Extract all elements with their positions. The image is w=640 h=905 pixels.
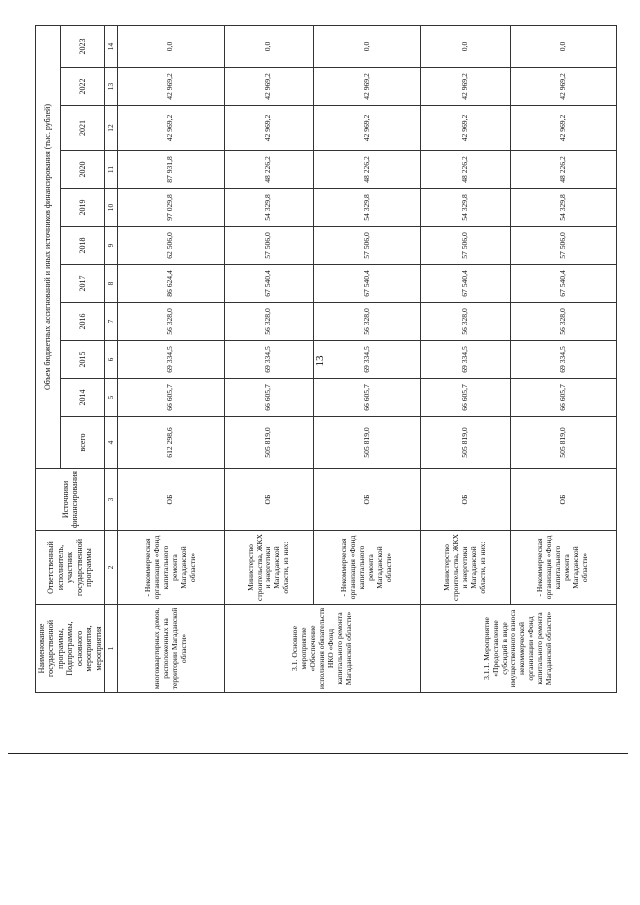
header-executor: Ответственный исполнитель, участник государственной программы (36, 531, 105, 605)
table-row (510, 26, 617, 693)
column-number: 7 (105, 303, 118, 341)
column-number: 8 (105, 265, 118, 303)
cell-2019: 54 329,8 (314, 189, 421, 227)
row-source: ОБ (224, 469, 314, 531)
row-name: 3.1. Основное мероприятие «Обеспечение исполнения обязательств НКО «Фонд капитального ремонта Магаданской области» (224, 605, 420, 693)
cell-2015: 69 334,5 (314, 341, 421, 379)
cell-2023: 0,0 (314, 26, 421, 68)
column-number: 14 (105, 26, 118, 68)
header-year: 2015 (60, 341, 105, 379)
cell-2014: 66 605,7 (314, 379, 421, 417)
budget-table-sheet (35, 28, 610, 693)
row-source: ОБ (314, 469, 421, 531)
cell-2018: 57 506,0 (420, 227, 510, 265)
row-name: многоквартирных домов, расположенных на территории Магаданской области» (118, 605, 225, 693)
cell-2022: 42 969,2 (510, 68, 617, 106)
table-row (420, 26, 510, 693)
cell-2018: 57 506,0 (314, 227, 421, 265)
header-name: Наименование государственной программы, Подпрограммы, основного мероприятия, мероприятия (36, 605, 105, 693)
cell-2016: 56 328,0 (510, 303, 617, 341)
table-row (314, 26, 421, 693)
column-number: 1 (105, 605, 118, 693)
column-number: 3 (105, 469, 118, 531)
row-source: ОБ (118, 469, 225, 531)
header-funding-group: Объем бюджетных ассигнований и иных источников финансирования (тыс. рублей) (36, 26, 61, 469)
cell-2014: 66 605,7 (118, 379, 225, 417)
column-number: 12 (105, 106, 118, 151)
header-row-top (36, 26, 61, 693)
cell-2015: 69 334,5 (118, 341, 225, 379)
column-number: 13 (105, 68, 118, 106)
cell-2021: 42 969,2 (510, 106, 617, 151)
row-source: ОБ (510, 469, 617, 531)
table-row (224, 26, 314, 693)
cell-2015: 69 334,5 (510, 341, 617, 379)
cell-2017: 67 540,4 (314, 265, 421, 303)
header-year: 2016 (60, 303, 105, 341)
header-year: 2021 (60, 106, 105, 151)
cell-2015: 69 334,5 (420, 341, 510, 379)
cell-2022: 42 969,2 (314, 68, 421, 106)
cell-2021: 42 969,2 (314, 106, 421, 151)
cell-total: 505 819,0 (510, 417, 617, 469)
cell-2021: 42 969,2 (224, 106, 314, 151)
cell-2020: 48 226,2 (314, 151, 421, 189)
cell-total: 505 819,0 (224, 417, 314, 469)
cell-2023: 0,0 (510, 26, 617, 68)
header-year: 2023 (60, 26, 105, 68)
page-number: 13 (314, 355, 326, 367)
cell-2015: 69 334,5 (224, 341, 314, 379)
header-total: всего (60, 417, 105, 469)
cell-total: 505 819,0 (314, 417, 421, 469)
cell-2023: 0,0 (118, 26, 225, 68)
column-number: 2 (105, 531, 118, 605)
row-executor: Министерство строительства, ЖКХ и энергетики Магаданской области, из них: (224, 531, 314, 605)
header-year: 2018 (60, 227, 105, 265)
column-number: 9 (105, 227, 118, 265)
header-year: 2017 (60, 265, 105, 303)
column-number: 10 (105, 189, 118, 227)
header-source: Источники финансирования (36, 469, 105, 531)
cell-2020: 87 931,8 (118, 151, 225, 189)
row-executor: - Некоммерческая организация «Фонд капитального ремонта Магаданской области» (510, 531, 617, 605)
column-number-row (105, 26, 118, 693)
header-year: 2022 (60, 68, 105, 106)
cell-2017: 67 540,4 (420, 265, 510, 303)
row-source: ОБ (420, 469, 510, 531)
cell-2016: 56 328,0 (314, 303, 421, 341)
header-year: 2014 (60, 379, 105, 417)
cell-2020: 48 226,2 (510, 151, 617, 189)
cell-2019: 54 329,8 (224, 189, 314, 227)
column-number: 6 (105, 341, 118, 379)
cell-2021: 42 969,2 (420, 106, 510, 151)
row-name: 3.1.1. Мероприятие «Предоставление субсидий в виде имущественного взноса некоммерческой организации «Фонд капитального ремонта Магаданской области» (420, 605, 616, 693)
column-number: 5 (105, 379, 118, 417)
table-row (118, 26, 225, 693)
cell-2019: 54 329,8 (420, 189, 510, 227)
row-executor: - Некоммерческая организация «Фонд капитального ремонта Магаданской области» (118, 531, 225, 605)
row-executor: - Некоммерческая организация «Фонд капитального ремонта Магаданской области» (314, 531, 421, 605)
cell-2022: 42 969,2 (118, 68, 225, 106)
cell-2017: 67 540,4 (510, 265, 617, 303)
budget-table (35, 25, 617, 693)
cell-2020: 48 226,2 (224, 151, 314, 189)
cell-2019: 54 329,8 (510, 189, 617, 227)
cell-2023: 0,0 (224, 26, 314, 68)
cell-2018: 57 506,0 (224, 227, 314, 265)
cell-2022: 42 969,2 (224, 68, 314, 106)
cell-2018: 57 506,0 (510, 227, 617, 265)
row-executor: Министерство строительства, ЖКХ и энергетики Магаданской области, из них: (420, 531, 510, 605)
cell-2020: 48 226,2 (420, 151, 510, 189)
cell-2023: 0,0 (420, 26, 510, 68)
cell-2017: 86 624,4 (118, 265, 225, 303)
cell-2016: 56 328,0 (118, 303, 225, 341)
cell-2014: 66 605,7 (510, 379, 617, 417)
cell-2016: 56 328,0 (420, 303, 510, 341)
cell-total: 612 298,6 (118, 417, 225, 469)
header-year: 2019 (60, 189, 105, 227)
cell-2021: 42 969,2 (118, 106, 225, 151)
cell-2018: 62 506,0 (118, 227, 225, 265)
page-divider-line (8, 753, 628, 754)
cell-2014: 66 605,7 (224, 379, 314, 417)
header-year: 2020 (60, 151, 105, 189)
column-number: 11 (105, 151, 118, 189)
cell-2016: 56 328,0 (224, 303, 314, 341)
cell-2019: 97 029,8 (118, 189, 225, 227)
cell-total: 505 819,0 (420, 417, 510, 469)
cell-2022: 42 969,2 (420, 68, 510, 106)
cell-2014: 66 605,7 (420, 379, 510, 417)
column-number: 4 (105, 417, 118, 469)
cell-2017: 67 540,4 (224, 265, 314, 303)
